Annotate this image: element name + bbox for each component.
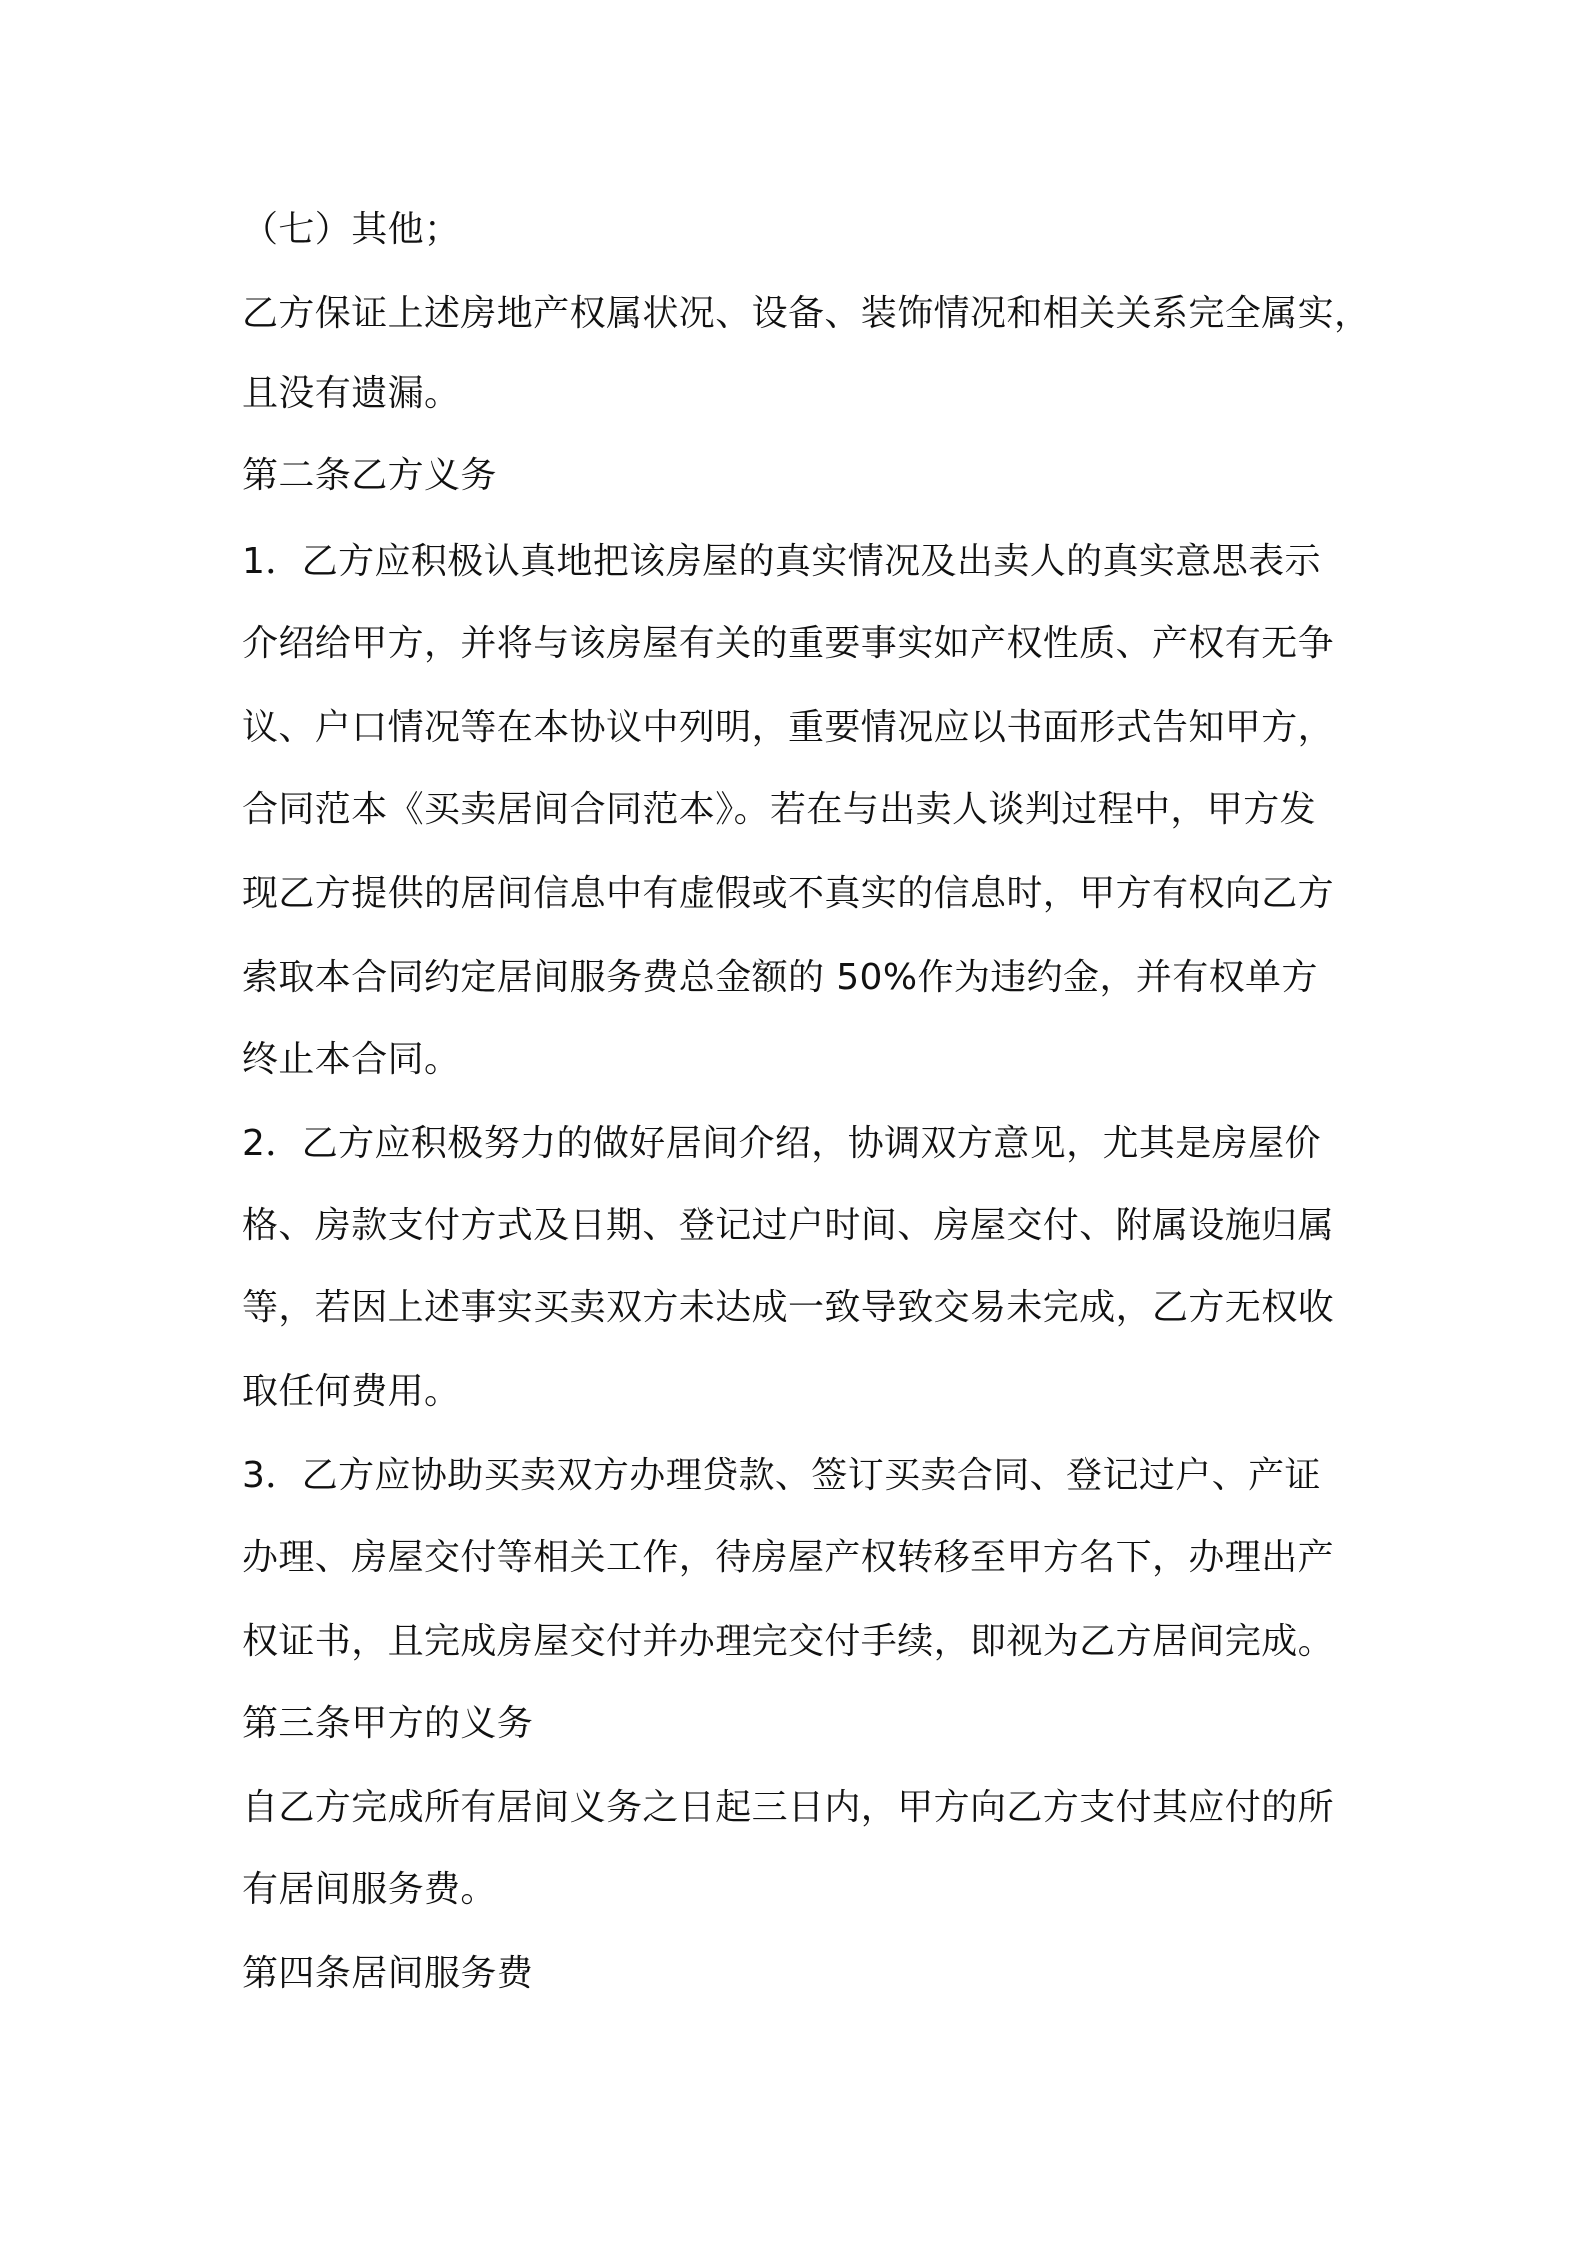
paragraph-line: 且没有遗漏。: [242, 373, 461, 414]
paragraph-line: 现乙方提供的居间信息中有虚假或不真实的信息时，甲方有权向乙方: [242, 873, 1335, 914]
paragraph-line: 等，若因上述事实买卖双方未达成一致导致交易未完成，乙方无权收: [242, 1287, 1335, 1328]
article-heading-2: 第二条乙方义务: [242, 455, 497, 496]
paragraph-line: 自乙方完成所有居间义务之日起三日内，甲方向乙方支付其应付的所: [242, 1787, 1335, 1828]
paragraph-line: 议、户口情况等在本协议中列明，重要情况应以书面形式告知甲方，: [242, 707, 1335, 748]
article-heading-3: 第三条甲方的义务: [242, 1703, 534, 1744]
paragraph-line: 介绍给甲方，并将与该房屋有关的重要事实如产权性质、产权有无争: [242, 623, 1335, 664]
paragraph-line: 合同范本《买卖居间合同范本》。若在与出卖人谈判过程中，甲方发: [242, 789, 1317, 830]
paragraph-line: 索取本合同约定居间服务费总金额的 50%作为违约金，并有权单方: [242, 957, 1318, 998]
paragraph-line: 办理、房屋交付等相关工作，待房屋产权转移至甲方名下，办理出产: [242, 1537, 1335, 1578]
paragraph-line: 有居间服务费。: [242, 1869, 497, 1910]
paragraph-line: 1．乙方应积极认真地把该房屋的真实情况及出卖人的真实意思表示: [242, 541, 1321, 582]
paragraph-line: 终止本合同。: [242, 1039, 461, 1080]
paragraph-line: 2．乙方应积极努力的做好居间介绍，协调双方意见，尤其是房屋价: [242, 1123, 1321, 1164]
paragraph-line: 乙方保证上述房地产权属状况、设备、装饰情况和相关关系完全属实，: [242, 293, 1371, 334]
paragraph-line: 权证书，且完成房屋交付并办理完交付手续，即视为乙方居间完成。: [242, 1621, 1335, 1662]
article-heading-4: 第四条居间服务费: [242, 1953, 534, 1994]
paragraph-line: 3．乙方应协助买卖双方办理贷款、签订买卖合同、登记过户、产证: [242, 1455, 1321, 1496]
paragraph-line: 格、房款支付方式及日期、登记过户时间、房屋交付、附属设施归属: [242, 1205, 1335, 1246]
paragraph-line: 取任何费用。: [242, 1371, 461, 1412]
clause-item-other: （七）其他；: [242, 209, 461, 250]
